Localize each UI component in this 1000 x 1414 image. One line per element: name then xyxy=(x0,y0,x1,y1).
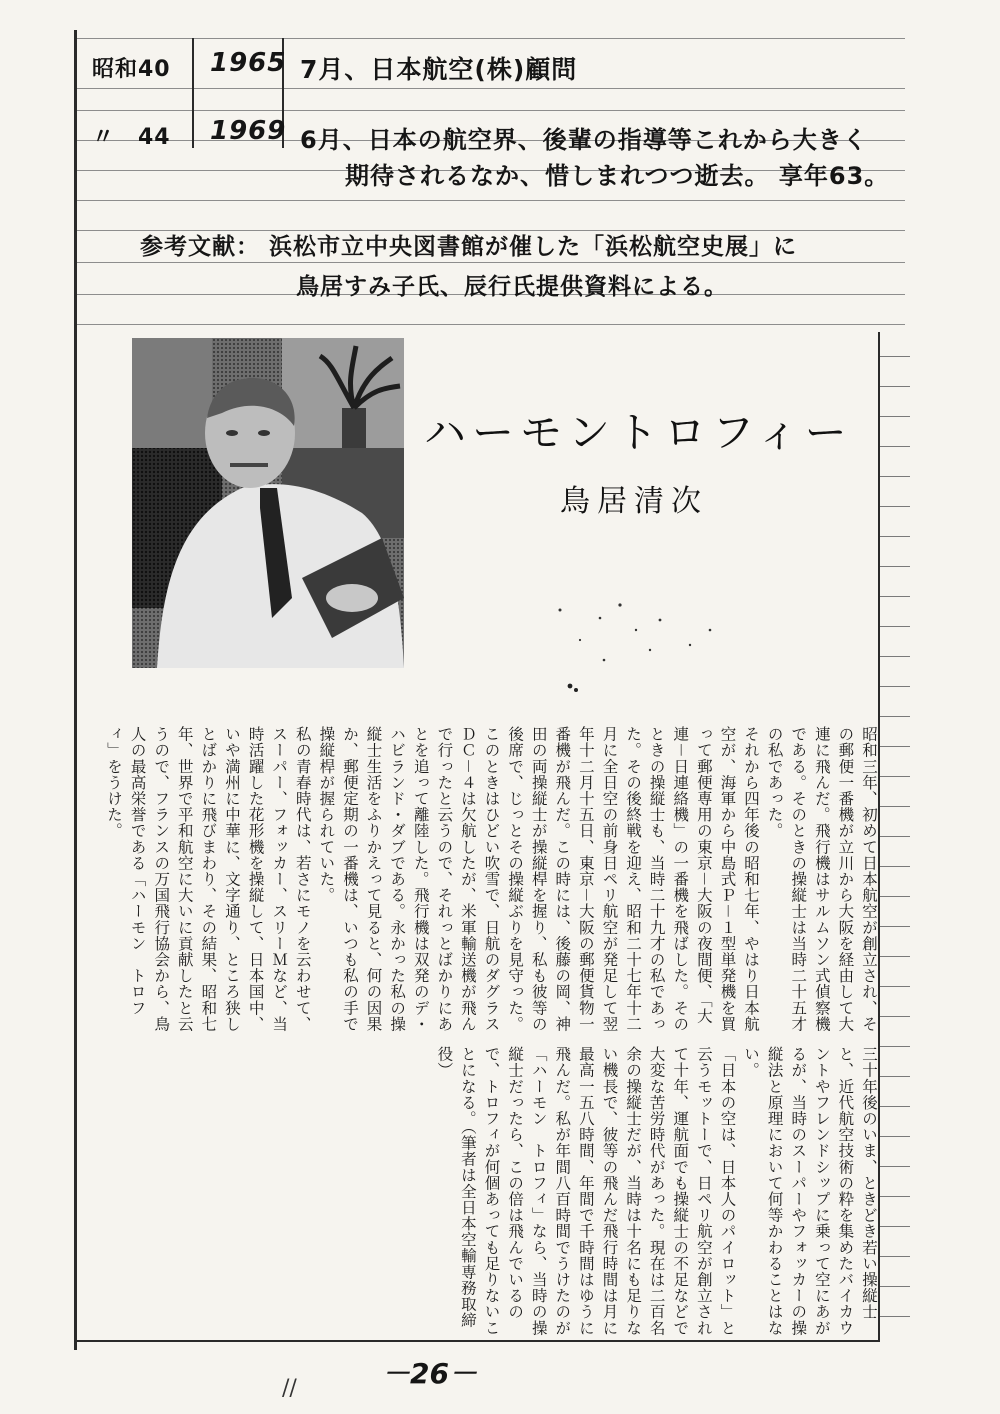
event-cell-continued: 期待されるなか、惜しまれつつ逝去。 享年63。 xyxy=(345,162,890,190)
article-body-lower: 三十年後のいま、ときどき若い操縦士と、近代航空技術の粋を集めたバイカウントやフレンドシップに乗って空にあがるが、当時のスーパーやフォッカーの操縦法と原理において何等かわることはない。 「日本の空は、日本人のパイロット」と云うモットーで、日ペリ航空が創立されて十年、運航面でも操縦士の不足などで大変な苦労時代があった。現在は二百名余の操縦士だが、当時は十名にも足りない機長で、彼等の飛んだ飛行時間は月に最高一五八時間、年間で千時間はゆうに飛んだ。私が年間八百時間でうけたのが「ハーモン トロフィ」なら、当時の操縦士だったら、この倍は飛んでいるので、トロフィが何個あっても足りないことになる。（筆者は全日本空輸専務取締役） xyxy=(435,1046,878,1336)
ruled-line xyxy=(75,38,905,39)
ruled-line xyxy=(75,262,905,263)
year-cell: 1965 xyxy=(210,48,287,78)
event-cell: 6月、日本の航空界、後輩の指導等これから大きく xyxy=(300,126,868,154)
article-title: ハーモントロフィー xyxy=(424,408,853,457)
era-column-line xyxy=(192,38,194,148)
portrait-photo xyxy=(132,338,404,668)
left-margin-line xyxy=(74,30,77,1350)
portrait-photo-image xyxy=(132,338,404,668)
ink-specks xyxy=(540,590,740,710)
pencil-mark: // xyxy=(282,1376,297,1401)
article-author: 鳥居清次 xyxy=(560,484,708,519)
era-cell: 昭和40 xyxy=(92,57,171,82)
page-number: －26－ xyxy=(382,1357,477,1390)
era-cell: 〃 44 xyxy=(92,125,171,150)
ruled-line xyxy=(75,110,905,111)
article-body-upper: 昭和三年、初めて日本航空が創立され、その郵便一番機が立川から大阪を経由して大連に飛んだ。飛行機はサルムソン式偵察機である。そのときの操縦士は当時二十五才の私であった。 それから四年後の昭和七年、やはり日本航空が、海軍から中島式Ｐ－１型単発機を買って郵便専用の東京－大阪の夜間便、「大連－日連絡機」の一番機を飛ばした。そのときの操縦士も、当時二十九才の私であった。その後終戦を迎え、昭和二十七年十二月に全日空の前身日ペリ航空が発足して翌年十二月十五日、東京－大阪の郵便貨物一番機が飛んだ。この時には、後藤の岡、神田の両操縦士が操縦桿を握り、私も彼等の後席で、じっとその操縦ぶりを見守った。このときはひどい吹雪で、日航のダグラスＤＣ－４は欠航したが、米軍輸送機が飛んで行ったと云うので、それっとばかりにあとを追って離陸した。飛行機は双発のデ・ハビランド・ダブである。永かった私の操縦士生活をふりかえって見ると、何の因果か、郵便定期の一番機は、いつも私の手で操縦桿が握られていた。 私の青春時代は、若さにモノを云わせて、スーパー、フォッカー、スリーＭなど、当時活躍した花形機を操縦して、日本国中、いや満州に中華に、文字通り、ところ狭しとばかりに飛びまわり、その結果、昭和七年、世界で平和航空に大いに貢献したと云うので、フランスの万国飛行協会から、鳥人の最高栄誉である「ハーモン トロフィ」をうけた。 xyxy=(105,726,878,1032)
year-cell: 1969 xyxy=(210,116,287,146)
ruled-line xyxy=(75,88,905,89)
ruled-line xyxy=(75,324,905,325)
ruled-line xyxy=(75,200,905,201)
reference-line: 参考文献： 浜松市立中央図書館が催した「浜松航空史展」に xyxy=(140,234,798,260)
reference-line: 鳥居すみ子氏、辰行氏提供資料による。 xyxy=(296,274,728,300)
event-cell: 7月、日本航空(株)顧問 xyxy=(300,55,578,84)
